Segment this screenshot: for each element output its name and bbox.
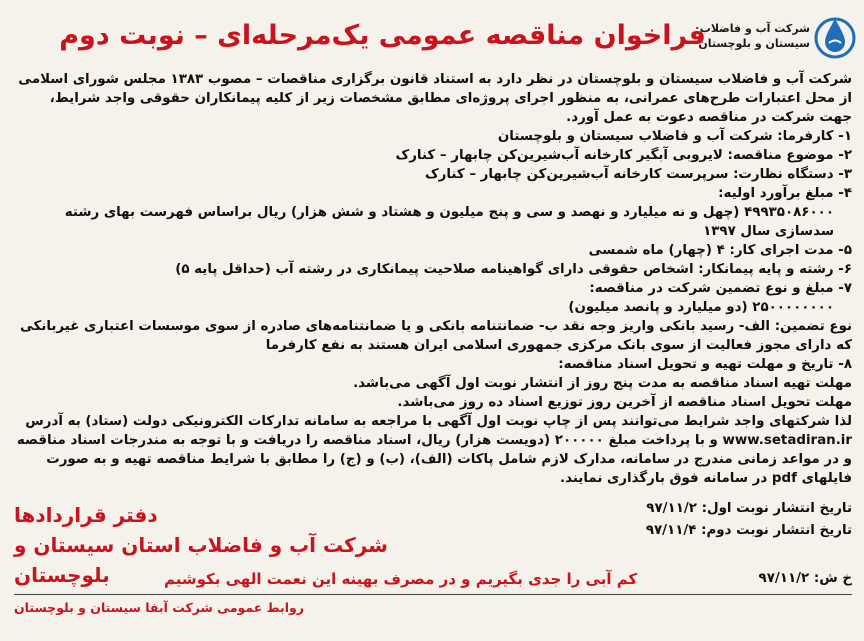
item-deadlines: ۸- تاریخ و مهلت تهیه و تحویل اسناد مناقصه: [558, 357, 852, 372]
water-slogan: کم آبی را جدی بگیریم و در مصرف بهینه این نعمت الهی بکوشیم [164, 570, 638, 588]
logo-line2: سیستان و بلوچستان [698, 37, 810, 50]
water-drop-icon [814, 11, 856, 61]
item-supervisor: ۳- دستگاه نظارت: سرپرست کارخانه آب‌شیرین‌کن چابهار – کنارک [424, 167, 852, 182]
publication-dates [552, 498, 852, 542]
notice-code: خ ش: ۹۷/۱۱/۲ [758, 571, 852, 586]
logo-text [698, 21, 810, 51]
notice-body [14, 70, 852, 488]
item-duration: ۵- مدت اجرای کار: ۴ (چهار) ماه شمسی [588, 243, 852, 258]
logo-line1: شرکت آب و فاضلاب [699, 22, 810, 35]
item-contractor-grade: ۶- رشته و پایه پیمانکار: اشخاص حقوقی دارای گواهینامه صلاحیت پیمانکاری در رشته آب (حداقل پایه ۵) [175, 262, 852, 277]
intro-paragraph: شرکت آب و فاضلاب سیستان و بلوچستان در نظر دارد به استناد قانون برگزاری مناقصات – مصوب ۱۳۸۳ مجلس شورای اسلامی از محل اعتبارات طرح‌های عمرانی، به منظور اجرای پروژه‌ای مطابق مشخصات زیر از کلیه پیمانکاران حقوقی واجد شرایط، جهت شرکت در مناقصه دعوت به عمل آورد. [18, 72, 852, 125]
issuer-company: شرکت آب و فاضلاب استان سیستان و بلوچستان [14, 533, 388, 587]
notice-footer [14, 498, 852, 638]
item-employer: ۱- کارفرما: شرکت آب و فاضلاب سیستان و بلوچستان [497, 129, 852, 144]
company-logo [698, 8, 856, 64]
notice-header [8, 6, 856, 68]
item-estimate: ۴- مبلغ برآورد اولیه: [718, 186, 852, 201]
estimate-value: ۴۹۹۳۵۰۸۶۰۰۰ (چهل و نه میلیارد و نهصد و سی و پنج میلیون و هشتاد و شش هزار) ریال براساس فهرست بهای رشته سدسازی سال ۱۳۹۷ [64, 205, 834, 239]
item-subject: ۲- موضوع مناقصه: لایروبی آبگیر کارخانه آب‌شیرین‌کن چابهار – کنارک [395, 148, 852, 163]
guarantee-types: نوع تضمین: الف- رسید بانکی واریز وجه نقد ب- ضمانتنامه بانکی و یا ضمانتنامه‌های صادره از سوی موسسات اعتباری غیربانکی که دارای مجوز فعالیت از سوی بانک مرکزی جمهوری اسلامی ایران هستند به نفع کارفرما [20, 319, 852, 353]
contracts-office: دفتر قراردادها [14, 503, 158, 527]
date-first-publication: تاریخ انتشار نوبت اول: ۹۷/۱۱/۲ [646, 501, 852, 516]
closing-paragraph: لذا شرکتهای واجد شرایط می‌توانند پس از چاپ نوبت اول آگهی با مراجعه به سامانه تدارکات الکترونیکی دولت (ستاد) به آدرس www.setadiran.ir و با پرداخت مبلغ ۲۰۰۰۰۰ (دویست هزار) ریال، اسناد مناقصه را دریافت و با توجه به مندرجات اسناد مناقصه و در مواعد زمانی مندرج در سامانه، مدارک لازم شامل پاکات (الف)، (ب) و (ج) را مطابق با شرایط مناقصه تهیه و به صورت فایلهای pdf در سامانه فوق بارگذاری نمایند. [16, 414, 852, 486]
deadline-preparation: مهلت تهیه اسناد مناقصه به مدت پنج روز از انتشار نوبت اول آگهی می‌باشد. [353, 376, 852, 391]
date-second-publication: تاریخ انتشار نوبت دوم: ۹۷/۱۱/۴ [645, 523, 852, 538]
item-guarantee: ۷- مبلغ و نوع تضمین شرکت در مناقصه: [589, 281, 852, 296]
footer-divider [14, 594, 852, 595]
public-relations: روابط عمومی شرکت آبفا سیستان و بلوچستان [14, 600, 304, 615]
notice-title: فراخوان مناقصه عمومی یک‌مرحله‌ای – نوبت دوم [59, 20, 706, 51]
deadline-delivery: مهلت تحویل اسناد مناقصه از آخرین روز توزیع اسناد ده روز می‌باشد. [397, 395, 852, 410]
guarantee-value: ۲۵۰۰۰۰۰۰۰۰ (دو میلیارد و پانصد میلیون) [568, 300, 834, 315]
